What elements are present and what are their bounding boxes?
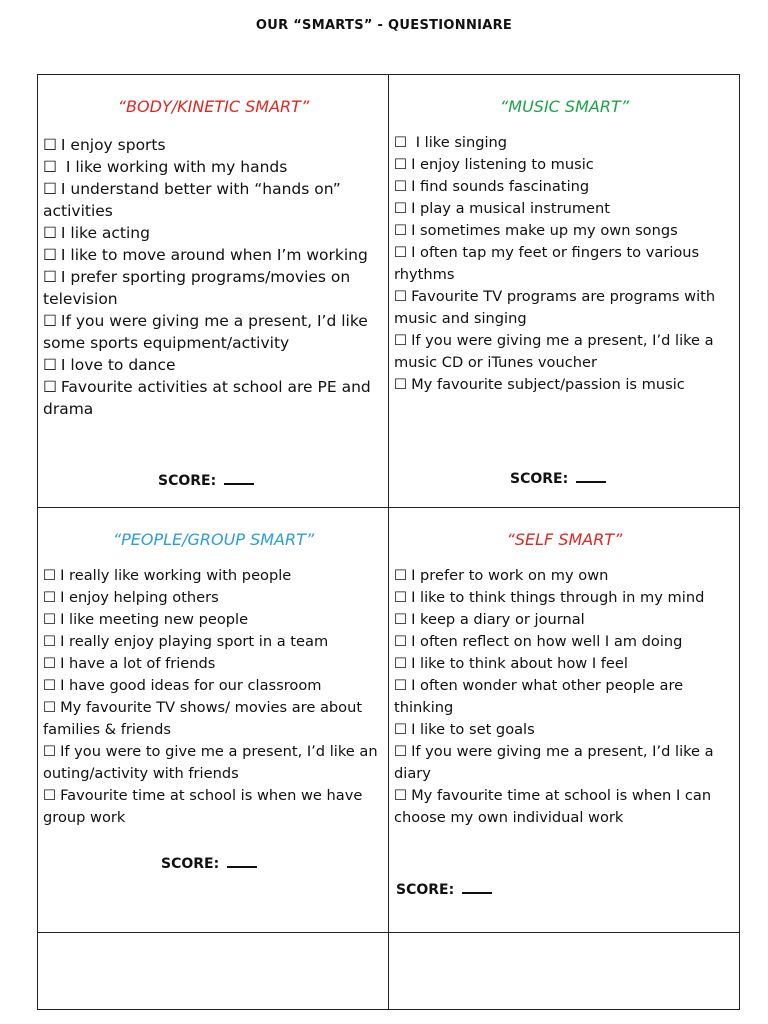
- checklist-item-label: I understand better with “hands on” activities: [43, 180, 341, 220]
- checkbox-icon[interactable]: ☐: [43, 136, 57, 154]
- checklist-item-label: Favourite TV programs are programs with music and singing: [394, 288, 716, 328]
- checkbox-icon[interactable]: ☐: [43, 356, 57, 374]
- checklist-item: [394, 675, 735, 719]
- checklist-item-label: I enjoy sports: [60, 136, 166, 154]
- checklist-item-label: I like to move around when I’m working: [60, 246, 368, 264]
- checkbox-icon[interactable]: ☐: [394, 787, 408, 805]
- checkbox-icon[interactable]: ☐: [43, 180, 57, 198]
- checklist-item-label: I love to dance: [60, 356, 176, 374]
- checkbox-icon[interactable]: ☐: [43, 633, 57, 651]
- checklist-item-label: I often tap my feet or fingers to various rhythms: [394, 244, 700, 284]
- checklist-item: [43, 156, 384, 178]
- checkbox-icon[interactable]: ☐: [394, 178, 408, 196]
- checklist-item-label: I like acting: [60, 224, 150, 242]
- checklist-item: [43, 697, 384, 741]
- score-line: [158, 471, 254, 489]
- section-self: [389, 508, 739, 932]
- checkbox-icon[interactable]: ☐: [394, 721, 408, 739]
- checklist-item: [43, 587, 384, 609]
- checklist-item-label: I really enjoy playing sport in a team: [60, 633, 329, 651]
- checklist-item: [43, 310, 384, 354]
- checkbox-icon[interactable]: ☐: [394, 677, 408, 695]
- section-heading: “PEOPLE/GROUP SMART”: [112, 530, 315, 549]
- checklist-item-label: I play a musical instrument: [411, 200, 610, 218]
- checklist: [394, 565, 735, 829]
- checkbox-icon[interactable]: ☐: [43, 268, 57, 286]
- checklist: [394, 132, 735, 396]
- checklist-item: [394, 374, 735, 396]
- section-people-group: [38, 508, 388, 932]
- checklist-item: [394, 653, 735, 675]
- checkbox-icon[interactable]: ☐: [394, 567, 408, 584]
- checkbox-icon[interactable]: ☐: [43, 787, 57, 805]
- score-blank[interactable]: [224, 471, 254, 485]
- checklist-item: [394, 176, 735, 198]
- checklist-item: [43, 653, 384, 675]
- checklist-item: [43, 675, 384, 697]
- section-heading: “MUSIC SMART”: [499, 97, 630, 116]
- checkbox-icon[interactable]: ☐: [394, 655, 408, 673]
- checkbox-icon[interactable]: ☐: [43, 567, 57, 584]
- checklist-item: [394, 242, 735, 286]
- checklist-item-label: I often wonder what other people are thinking: [394, 677, 684, 717]
- checklist-item-label: I prefer to work on my own: [411, 567, 609, 584]
- empty-cell-right: [389, 933, 739, 1009]
- checkbox-icon[interactable]: ☐: [43, 158, 57, 176]
- checkbox-icon[interactable]: ☐: [394, 156, 408, 174]
- checklist-item: [43, 631, 384, 653]
- checklist-item-label: I sometimes make up my own songs: [411, 222, 678, 240]
- checklist-item: [43, 565, 384, 587]
- checklist-item: [394, 198, 735, 220]
- checkbox-icon[interactable]: ☐: [43, 611, 57, 629]
- checklist: [43, 565, 384, 829]
- checklist-item-label: I have a lot of friends: [60, 655, 216, 673]
- checkbox-icon[interactable]: ☐: [43, 743, 57, 761]
- checklist-item-label: I often reflect on how well I am doing: [411, 633, 683, 651]
- checklist-item-label: My favourite time at school is when I can choose my own individual work: [394, 787, 712, 827]
- checklist-item-label: I like working with my hands: [60, 158, 288, 176]
- questionnaire-table: [37, 74, 740, 1010]
- checklist-item: [43, 178, 384, 222]
- checkbox-icon[interactable]: ☐: [394, 134, 408, 151]
- section-heading: “BODY/KINETIC SMART”: [117, 97, 310, 116]
- checklist-item-label: I enjoy listening to music: [411, 156, 594, 174]
- checkbox-icon[interactable]: ☐: [394, 200, 408, 218]
- checkbox-icon[interactable]: ☐: [394, 633, 408, 651]
- checkbox-icon[interactable]: ☐: [43, 655, 57, 673]
- checkbox-icon[interactable]: ☐: [43, 378, 57, 396]
- checkbox-icon[interactable]: ☐: [43, 677, 57, 695]
- checklist-item-label: I find sounds fascinating: [411, 178, 590, 196]
- checkbox-icon[interactable]: ☐: [394, 376, 408, 394]
- checkbox-icon[interactable]: ☐: [394, 611, 408, 629]
- checklist-item: [43, 244, 384, 266]
- checklist-item: [43, 354, 384, 376]
- checklist-item-label: I keep a diary or journal: [411, 611, 585, 629]
- checkbox-icon[interactable]: ☐: [394, 332, 408, 350]
- checklist-item: [394, 631, 735, 653]
- section-body-kinetic: [38, 75, 388, 507]
- checkbox-icon[interactable]: ☐: [43, 699, 57, 717]
- checklist-item: [394, 220, 735, 242]
- checklist-item: [43, 134, 384, 156]
- score-label: SCORE:: [396, 882, 455, 898]
- section-heading: “SELF SMART”: [506, 530, 623, 549]
- checklist-item-label: If you were giving me a present, I’d like a diary: [394, 743, 714, 783]
- checklist-item: [43, 785, 384, 829]
- checkbox-icon[interactable]: ☐: [394, 222, 408, 240]
- score-line: [396, 880, 492, 898]
- checklist-item: [43, 376, 384, 420]
- checklist-item-label: I like singing: [411, 134, 508, 151]
- checklist-item: [394, 609, 735, 631]
- checklist-item: [394, 719, 735, 741]
- checklist-item-label: If you were giving me a present, I’d like a music CD or iTunes voucher: [394, 332, 714, 372]
- score-blank[interactable]: [576, 469, 606, 483]
- score-line: [510, 469, 606, 487]
- checklist-item: [394, 154, 735, 176]
- section-music: [389, 75, 739, 507]
- checklist-item-label: Favourite activities at school are PE and drama: [43, 378, 371, 418]
- checklist-item-label: I like to think things through in my mind: [411, 589, 705, 607]
- checklist-item-label: I prefer sporting programs/movies on television: [43, 268, 351, 308]
- checklist-item: [43, 222, 384, 244]
- score-label: SCORE:: [158, 473, 217, 489]
- score-label: SCORE:: [510, 471, 569, 487]
- checkbox-icon[interactable]: ☐: [43, 589, 57, 607]
- score-blank[interactable]: [462, 880, 492, 894]
- checklist-item-label: I enjoy helping others: [60, 589, 219, 607]
- checklist-item: [394, 587, 735, 609]
- checklist-item: [394, 330, 735, 374]
- score-blank[interactable]: [227, 854, 257, 868]
- checklist-item-label: My favourite subject/passion is music: [411, 376, 685, 394]
- score-line: [161, 854, 257, 872]
- checkbox-icon[interactable]: ☐: [43, 224, 57, 242]
- checklist-item: [394, 741, 735, 785]
- checklist-item-label: I like to set goals: [411, 721, 535, 739]
- checkbox-icon[interactable]: ☐: [394, 288, 408, 306]
- checklist-item-label: I like to think about how I feel: [411, 655, 628, 673]
- checklist-item: [394, 286, 735, 330]
- checklist-item-label: Favourite time at school is when we have group work: [43, 787, 363, 827]
- checklist-item: [43, 741, 384, 785]
- checklist-item-label: My favourite TV shows/ movies are about families & friends: [43, 699, 363, 739]
- checkbox-icon[interactable]: ☐: [394, 244, 408, 262]
- checklist-item: [394, 565, 735, 587]
- checklist: [43, 134, 384, 420]
- checklist-item: [394, 132, 735, 154]
- checklist-item: [43, 609, 384, 631]
- checklist-item-label: If you were to give me a present, I’d like an outing/activity with friends: [43, 743, 378, 783]
- empty-cell-left: [38, 933, 388, 1009]
- score-label: SCORE:: [161, 856, 220, 872]
- checkbox-icon[interactable]: ☐: [394, 589, 408, 607]
- checklist-item: [394, 785, 735, 829]
- checkbox-icon[interactable]: ☐: [394, 743, 408, 761]
- checklist-item-label: I really like working with people: [60, 567, 292, 584]
- checklist-item-label: I have good ideas for our classroom: [60, 677, 322, 695]
- checklist-item-label: If you were giving me a present, I’d like some sports equipment/activity: [43, 312, 368, 352]
- checkbox-icon[interactable]: ☐: [43, 312, 57, 330]
- page-title: OUR “SMARTS” - QUESTIONNIARE: [255, 18, 513, 33]
- checklist-item-label: I like meeting new people: [60, 611, 249, 629]
- checkbox-icon[interactable]: ☐: [43, 246, 57, 264]
- checklist-item: [43, 266, 384, 310]
